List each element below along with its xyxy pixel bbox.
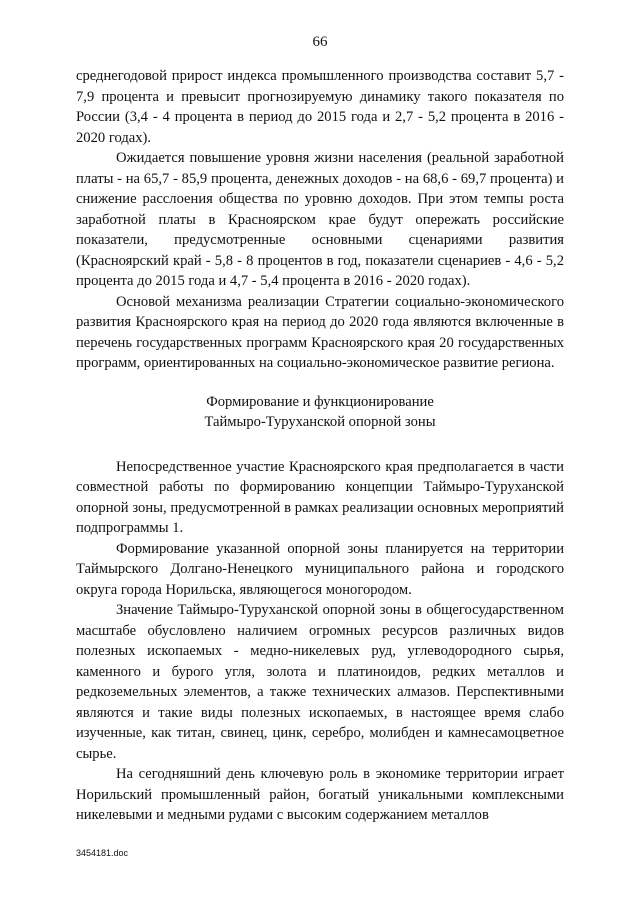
document-body — [76, 66, 564, 826]
section-heading-line: Формирование и функционирование — [206, 393, 434, 410]
paragraph: На сегодняшний день ключевую роль в экономике территории играет Норильский промышленный район, богатый уникальными комплексными никелевыми и медными рудами с высоким содержанием металлов — [76, 766, 564, 823]
section-heading — [76, 392, 564, 433]
page-number: 66 — [312, 34, 328, 50]
section-heading-line: Таймыро-Туруханской опорной зоны — [204, 414, 436, 430]
paragraph: Основой механизма реализации Стратегии социально-экономического развития Красноярского края на период до 2020 года являются включенные в перечень государственных программ Красноярского края 20 государственных программ, ориентированных на социально-экономическое развитие региона. — [76, 293, 564, 371]
paragraph: Значение Таймыро-Туруханской опорной зоны в общегосударственном масштабе обусловлено наличием огромных ресурсов различных видов полезных ископаемых - медно-никелевых руд, углеводородного сырья, каменного и бурого угля, золота и платиноидов, редких металлов и редкоземельных элементов, а также технических алмазов. Перспективными являются и такие виды полезных ископаемых, в настоящее время слабо изученные, как титан, свинец, цинк, серебро, молибден и камнесамоцветное сырье. — [76, 602, 564, 762]
paragraph: Ожидается повышение уровня жизни населения (реальной заработной платы - на 65,7 - 85,9 процента, денежных доходов - на 68,6 - 69,7 процента) и снижение расслоения общества по уровню доходов. При этом темпы роста заработной платы в Красноярском крае будут опережать российские показатели, предусмотренные основными сценариями развития (Красноярский край - 5,8 - 8 процентов в год, показатели сценариев - 4,6 - 5,2 процента до 2015 года и 4,7 - 5,4 процента в 2016 - 2020 годах). — [76, 150, 564, 289]
paragraph: Формирование указанной опорной зоны планируется на территории Таймырского Долгано-Ненецкого муниципального района и городского округа города Норильска, являющегося моногородом. — [76, 540, 564, 598]
file-name-footer: 3454181.doc — [76, 848, 129, 858]
paragraph: среднегодовой прирост индекса промышленного производства составит 5,7 - 7,9 процента и превысит прогнозируемую динамику такого показателя по России (3,4 - 4 процента в период до 2015 года и 2,7 - 5,2 процента в 2016 - 2020 годах). — [76, 68, 564, 146]
paragraph: Непосредственное участие Красноярского края предполагается в части совместной работы по формированию концепции Таймыро-Туруханской опорной зоны, предусмотренной в рамках реализации основных мероприятий подпрограммы 1. — [76, 458, 564, 536]
